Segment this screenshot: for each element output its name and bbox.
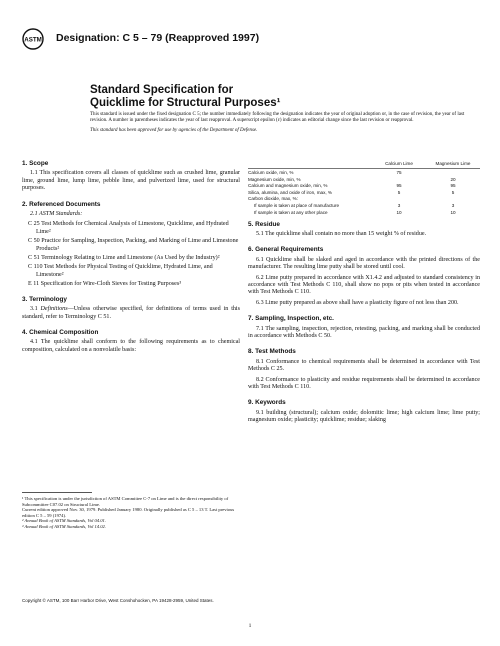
section-heading-keywords: 9. Keywords — [248, 399, 286, 407]
table-row — [248, 176, 480, 183]
reference-c51: C 51 Terminology Relating to Lime and Limestone (As Used by the Industry)² — [28, 255, 220, 262]
astm-logo-icon — [22, 28, 44, 50]
row-label: Calcium oxide, min, % — [248, 170, 294, 175]
title-line-2: Quicklime for Structural Purposes¹ — [90, 97, 281, 109]
magnesium-value — [426, 196, 480, 203]
footnote-3: ³ Annual Book of ASTM Standards, Vol 14.02. — [22, 523, 106, 529]
paragraph-6-1: 6.1 Quicklime shall be slaked and aged in accordance with the printed directions of the manufacturer. The resulting lime putty shall be stored until cool. — [248, 256, 480, 271]
chemical-composition-table — [248, 160, 480, 216]
calcium-value: 5 — [397, 189, 401, 195]
page-number: 1 — [248, 623, 252, 629]
title-block — [90, 84, 480, 110]
calcium-value — [372, 196, 426, 203]
footnote-divider — [22, 492, 92, 493]
issue-notice — [90, 112, 480, 137]
paragraph-1-1: 1.1 This specification covers all classes of quicklime such as crushed lime, granular lime, ground lime, lump lime, pebble lime, and pulverized lime, used for structural purposes. — [22, 170, 240, 192]
reference-c110: C 110 Test Methods for Physical Testing of Quicklime, Hydrated Lime, and Limestone² — [28, 264, 213, 278]
row-label: Carbon dioxide, max, %: — [248, 196, 299, 202]
copyright-line: Copyright © ASTM, 100 Barr Harbor Drive, West Conshohocken, PA 19428-2959, United States. — [22, 598, 214, 603]
paragraph-3-1 — [22, 306, 240, 321]
footnote-1-edition: Current edition approved Nov. 30, 1979. Published January 1980. Originally published as C 5 – 13 T. Last previous edition C 5 – 59 (1974). — [22, 507, 235, 518]
footnote-1: ¹ This specification is under the jurisdiction of ASTM Committee C-7 on Lime and is the direct responsibility of Subcommittee C07.02 on Structural Lime. — [22, 496, 229, 507]
paragraph-3-1-number: 3.1 — [30, 306, 41, 313]
column-header-calcium-lime: Calcium Lime — [372, 160, 426, 169]
section-heading-residue: 5. Residue — [248, 220, 280, 228]
section-heading-general-requirements: 6. General Requirements — [248, 246, 324, 254]
magnesium-value: 3 — [451, 202, 455, 208]
row-label: Calcium and magnesium oxide, min, % — [248, 183, 328, 189]
table-row — [248, 202, 480, 209]
magnesium-value: 95 — [450, 183, 456, 189]
magnesium-value: 10 — [450, 209, 456, 215]
table-header-blank — [248, 160, 372, 169]
paragraph-9-1: 9.1 building (structural); calcium oxide; dolomitic lime; high calcium lime; lime putty; magnesium oxide; plasticity; quicklime; residue; slaking — [248, 409, 480, 424]
paragraph-4-1: 4.1 The quicklime shall conform to the following requirements as to chemical composition, calculated on a nonvolatile basis: — [22, 339, 240, 353]
table-row — [248, 189, 480, 196]
table-header-row — [248, 160, 480, 169]
paragraph-8-2: 8.2 Conformance to plasticity and residue requirements shall be determined in accordance with Test Methods C 110. — [248, 376, 480, 391]
row-label: Silica, alumina, and oxide of iron, max, % — [248, 189, 333, 195]
calcium-value: 10 — [396, 209, 402, 215]
table-row — [248, 183, 480, 190]
section-heading-chemical-composition: 4. Chemical Composition — [22, 328, 99, 336]
paragraph-8-1: 8.1 Conformance to chemical requirements shall be determined in accordance with Test Methods C 25. — [248, 358, 480, 373]
paragraph-3-1-text: —Unless otherwise specified, for definitions of terms used in this standard, refer to Terminology C 51. — [22, 306, 241, 320]
paragraph-2-1: 2.1 ASTM Standards: — [30, 211, 83, 218]
left-column — [22, 160, 240, 357]
section-heading-scope: 1. Scope — [22, 160, 49, 167]
footnote-2: ² Annual Book of ASTM Standards, Vol 04.01. — [22, 518, 106, 524]
row-label: If sample is taken at any other place — [254, 209, 328, 215]
magnesium-value — [426, 169, 480, 176]
section-heading-referenced-documents: 2. Referenced Documents — [22, 200, 101, 208]
issue-note: This standard is issued under the fixed designation C 5; the number immediately following the designation indicates the year of original adoption or, in the case of revision, the year of last revision. A number in parentheses indicates the year of last reapproval. A superscript epsilon (ε) indicates an editorial change since the last revision or reapproval. — [90, 112, 465, 124]
column-header-magnesium-lime: Magnesium Lime — [426, 160, 480, 169]
magnesium-value: 20 — [450, 176, 456, 182]
logo-text: ASTM — [24, 36, 42, 44]
calcium-value — [372, 176, 426, 183]
row-label: Magnesium oxide, min, % — [248, 176, 301, 182]
section-heading-test-methods: 8. Test Methods — [248, 348, 296, 356]
right-column — [248, 160, 480, 428]
footnotes — [22, 492, 240, 530]
definitions-label: Definitions — [40, 306, 68, 313]
title-line-1: Standard Specification for — [90, 84, 234, 96]
calcium-value: 3 — [397, 202, 401, 208]
reference-c50: C 50 Practice for Sampling, Inspection, Packing, and Marking of Lime and Limestone Products² — [28, 238, 239, 252]
section-heading-terminology: 3. Terminology — [22, 295, 67, 303]
calcium-value: 75 — [396, 170, 402, 175]
paragraph-6-2: 6.2 Lime putty prepared in accordance with X1.4.2 and adjusted to standard consistency in accordance with Test Methods C 110, shall show no pops or pits when tested in accordance with Test Methods C 110. — [248, 274, 480, 296]
designation-label: Designation: C 5 – 79 (Reapproved 1997) — [56, 32, 260, 44]
paragraph-5-1: 5.1 The quicklime shall contain no more than 15 weight % of residue. — [256, 230, 427, 237]
reference-c25: C 25 Test Methods for Chemical Analysis of Limestone, Quicklime, and Hydrated Lime² — [28, 221, 229, 235]
approval-note: This standard has been approved for use by agencies of the Department of Defense. — [90, 127, 258, 133]
table-row — [248, 169, 480, 176]
document-header — [22, 28, 482, 50]
section-heading-sampling: 7. Sampling, Inspection, etc. — [248, 315, 334, 323]
reference-e11: E 11 Specification for Wire-Cloth Sieves for Testing Purposes³ — [28, 281, 182, 288]
calcium-value: 95 — [396, 183, 402, 189]
paragraph-6-3: 6.3 Lime putty prepared as above shall have a plasticity figure of not less than 200. — [256, 299, 459, 306]
paragraph-7-1: 7.1 The sampling, inspection, rejection, retesting, packing, and marking shall be conducted in accordance with Methods C 50. — [248, 325, 480, 340]
table-row — [248, 209, 480, 216]
row-label: If sample is taken at place of manufacture — [254, 202, 340, 208]
magnesium-value: 5 — [451, 189, 455, 195]
table-row — [248, 196, 480, 203]
